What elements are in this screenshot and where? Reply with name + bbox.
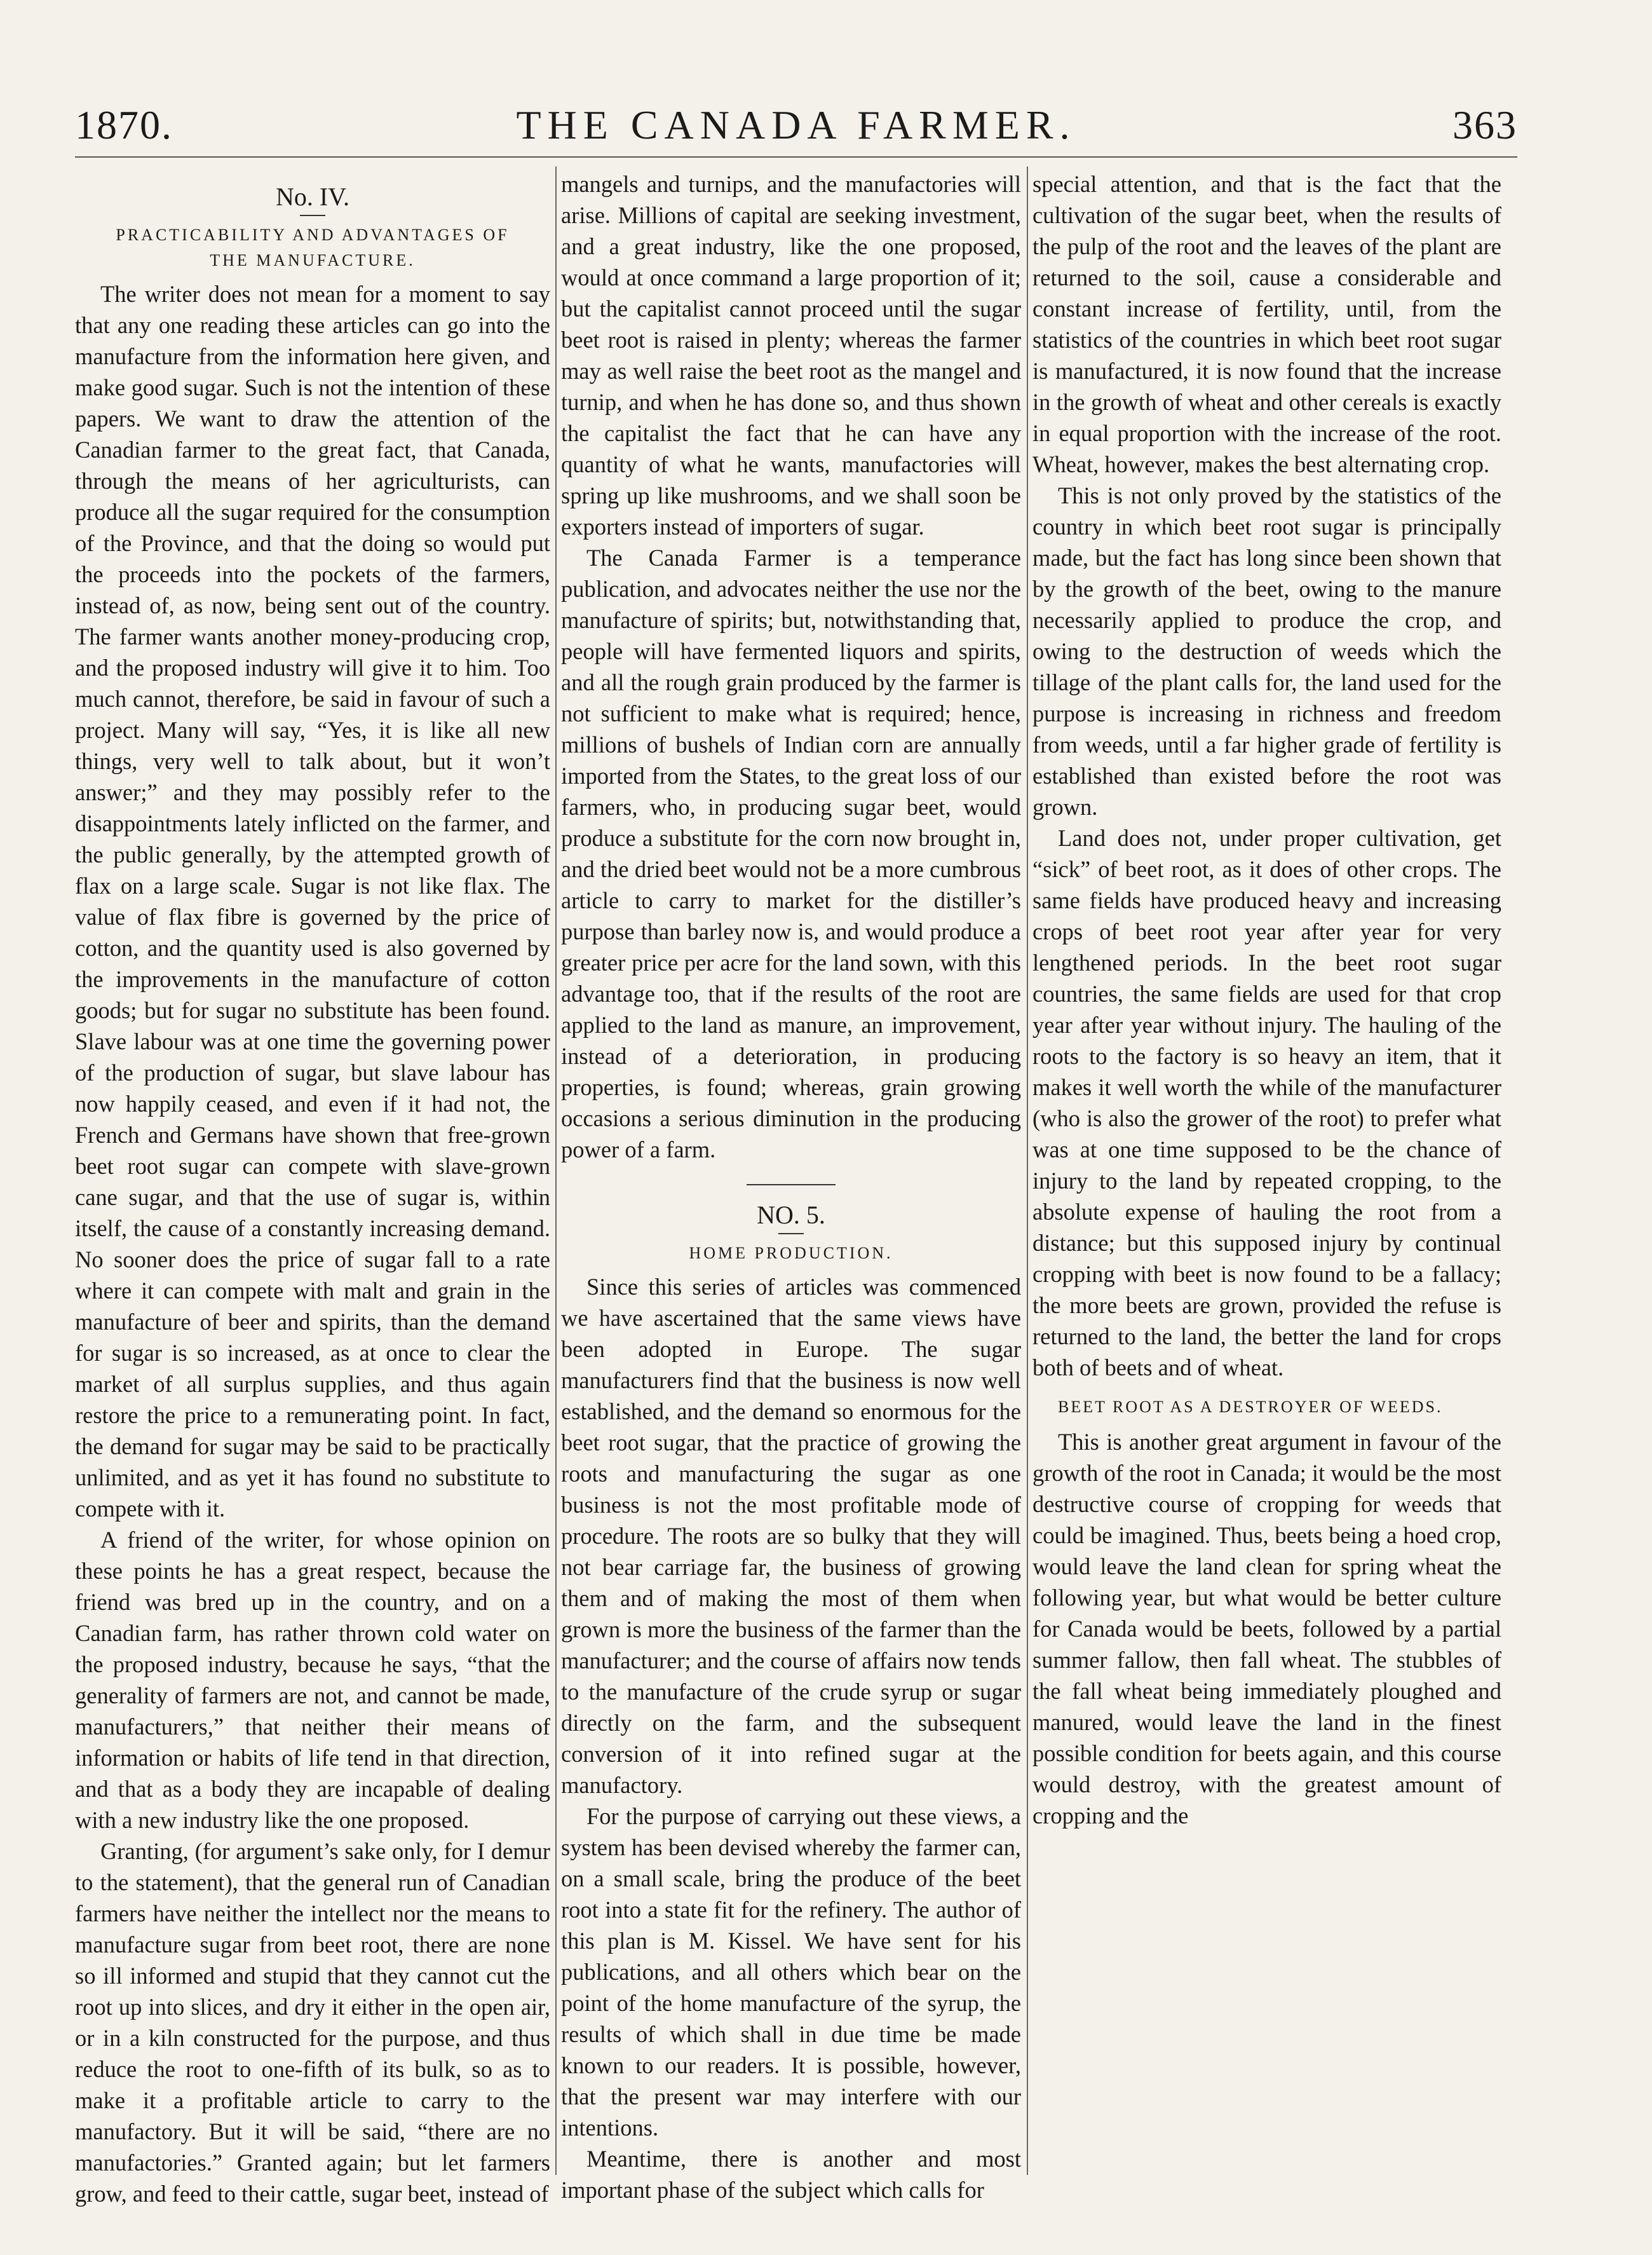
article-5-paragraph-3-cont-cont: special attention, and that is the fact that the cultivation of the sugar beet, when the results of the pulp of the root and the leaves of the plant are returned to the soil, cause a considerable and constant increase of fertility, until, from the statistics of the countries in which beet root sugar is manufactured, it is now found that the increase in the growth of wheat and other cereals is exactly in equal proportion with the increase of the root. Wheat, however, makes the best alternating crop. xyxy=(1032,171,1501,477)
header-title: THE CANADA FARMER. xyxy=(516,102,1076,147)
column-divider xyxy=(555,167,557,2175)
header-page-number: 363 xyxy=(1452,102,1517,147)
article-5-paragraph-2-cont: For the purpose of carrying out these views, a system has been devised whereby the farmer can, on a small scale, bring the produce of the beet root into a state fit for the refinery. The author of this plan is M. Kissel. We have sent for his publications, and all others which bear on the point of the home manufacture of the syrup, the results of which shall in due time be made known to our readers. It is possible, however, that the present war may interfere with our intentions. xyxy=(561,1803,1021,2141)
column-2 xyxy=(561,168,1021,2221)
article-5-number: NO. 5. xyxy=(757,1201,825,1229)
article-iv-subtitle: PRACTICABILITY AND ADVANTAGES OF THE MANUFACTURE. xyxy=(116,226,510,269)
article-5-subtitle: HOME PRODUCTION. xyxy=(689,1244,893,1262)
article-5-paragraph-4-cont-cont: This is not only proved by the statistics of the country in which beet root sugar is principally made, but the fact has long since been shown that by the growth of the beet, owing to the manure necessarily applied to produce the crop, and owing to the destruction of weeds which the tillage of the plant calls for, the land used for the purpose is increasing in richness and freedom from weeds, until a far higher grade of fertility is established than existed before the root was grown. xyxy=(1032,482,1501,820)
section-dash xyxy=(300,215,325,216)
weeds-subtitle: BEET ROOT AS A DESTROYER OF WEEDS. xyxy=(1058,1398,1443,1416)
column-divider xyxy=(1027,167,1028,2175)
article-iv-paragraph-1: The writer does not mean for a moment to say that any one reading these articles can go into the manufacture from the information here given, and make good sugar. Such is not the intention of these papers. We want to draw the attention of the Canadian farmer to the great fact, that Canada, through the means of her agriculturists, can produce all the sugar required for the consumption of the Province, and that the doing so would put the proceeds into the pockets of the farmers, instead of, as now, being sent out of the country. The farmer wants another money-producing crop, and the proposed industry will give it to him. Too much cannot, therefore, be said in favour of such a project. Many will say, “Yes, it is like all new things, very well to talk about, but it won’t answer;” and they may possibly refer to the disappointments lately inflicted on the farmer, and the public generally, by the attempted growth of flax on a large scale. Sugar is not like flax. The value of flax fibre is governed by the price of cotton, and the quantity used is also governed by the improvements in the manufacture of cotton goods; but for sugar no substitute has been found. Slave labour was at one time the governing power of the production of sugar, but slave labour has now happily ceased, and even if it had not, the French and Germans have shown that free-grown beet root sugar can compete with slave-grown cane sugar, and that the use of sugar is, within itself, the cause of a constantly increasing demand. No sooner does the price of sugar fall to a rate where it can compete with malt and grain in the manufacture of beer and spirits, than the demand for sugar is so increased, as at once to clear the market of all surplus supplies, and thus again restore the price to a remunerating point. In fact, the demand for sugar may be said to be practically unlimited, and as yet it has found no substitute to compete with it. xyxy=(75,281,550,1522)
weeds-paragraph-1-cont-cont: This is another great argument in favour of the growth of the root in Canada; it would be the most destructive course of cropping for weeds that could be imagined. Thus, beets being a hoed crop, would leave the land clean for spring wheat the following year, but what would be better culture for Canada would be beets, followed by a partial summer fallow, then fall wheat. The stubbles of the fall wheat being immediately ploughed and manured, would leave the land in the finest possible condition for beets again, and this course would destroy, with the greatest amount of cropping and the xyxy=(1032,1429,1501,1829)
article-5-paragraph-5-cont-cont: Land does not, under proper cultivation, get “sick” of beet root, as it does of other crops. The same fields have produced heavy and increasing crops of beet root year after year for very lengthened periods. In the beet root sugar countries, the same fields are used for that crop year after year without injury. The hauling of the roots to the factory is so heavy an item, that it makes it well worth the while of the manufacturer (who is also the grower of the root) to prefer what was at one time supposed to be the chance of injury to the land by repeated cropping, to the absolute expense of hauling the root from a distance; but this supposed injury by continual cropping with beet is now found to be a fallacy; the more beets are grown, provided the refuse is returned to the land, the better the land for crops both of beets and of wheat. xyxy=(1032,825,1501,1380)
header-rule xyxy=(75,156,1517,158)
column-1 xyxy=(75,168,550,2221)
section-dash xyxy=(778,1233,804,1234)
article-iv-paragraph-2: A friend of the writer, for whose opinion on these points he has a great respect, because the friend was bred up in the country, and on a Canadian farm, has rather thrown cold water on the proposed industry, because he says, “that the generality of farmers are not, and cannot be made, manufacturers,” that neither their means of information or habits of life tend in that direction, and that as a body they are incapable of dealing with a new industry like the one proposed. xyxy=(75,1527,550,1833)
article-iv-paragraph-3-cont: mangels and turnips, and the manufactories will arise. Millions of capital are seeking investment, and a great industry, like the one proposed, would at once command a large proportion of it; but the capitalist cannot proceed until the sugar beet root is raised in plenty; whereas the farmer may as well raise the beet root as the mangel and turnip, and when he has done so, and thus shown the capitalist the fact that he can have any quantity of what he wants, manufactories will spring up like mushrooms, and we shall soon be exporters instead of importers of sugar. xyxy=(561,171,1021,540)
article-iv-paragraph-4-cont: The Canada Farmer is a temperance publication, and advocates neither the use nor the manufacture of spirits; but, notwithstanding that, people will have fermented liquors and spirits, and all the rough grain produced by the farmer is not sufficient to make what is required; hence, millions of bushels of Indian corn are annually imported from the States, to the great loss of our farmers, who, in producing sugar beet, would produce a substitute for the corn now brought in, and the dried beet would not be a more cumbrous article to carry to market for the distiller’s purpose than barley now is, and would produce a greater price per acre for the land sown, with this advantage too, that if the results of the root are applied to the land as manure, an improvement, instead of a deterioration, in producing properties, is found; whereas, grain growing occasions a serious diminution in the producing power of a farm. xyxy=(561,545,1021,1162)
header-year: 1870. xyxy=(75,102,173,147)
page-header xyxy=(75,102,1517,159)
article-separator xyxy=(747,1184,836,1185)
article-iv-paragraph-3: Granting, (for argument’s sake only, for I demur to the statement), that the general run of Canadian farmers have neither the intellect nor the means to manufacture sugar from beet root, there are none so ill informed and stupid that they cannot cut the root up into slices, and dry it either in the open air, or in a kiln constructed for the purpose, and thus reduce the root to one-fifth of its bulk, so as to make it a profitable article to carry to the manufactory. But it will be said, “there are no manufactories.” Granted again; but let farmers grow, and feed to their cattle, sugar beet, instead of xyxy=(75,1838,550,2207)
article-5-paragraph-1-cont: Since this series of articles was commenced we have ascertained that the same views have been adopted in Europe. The sugar manufacturers find that the business is now well established, and the demand so enormous for the beet root sugar, that the practice of growing the roots and manufacturing the sugar as one business is not the most profitable mode of procedure. The roots are so bulky that they will not bear carriage far, the business of growing them and of making the most of them when grown is more the business of the farmer than the manufacturer; and the course of affairs now tends to the manufacture of the crude syrup or sugar directly on the farm, and the subsequent conversion of it into refined sugar at the manufactory. xyxy=(561,1274,1021,1798)
article-5-paragraph-3-cont: Meantime, there is another and most important phase of the subject which calls for xyxy=(561,2146,1021,2203)
column-3 xyxy=(1032,168,1501,2221)
article-iv-number: No. IV. xyxy=(276,182,349,211)
